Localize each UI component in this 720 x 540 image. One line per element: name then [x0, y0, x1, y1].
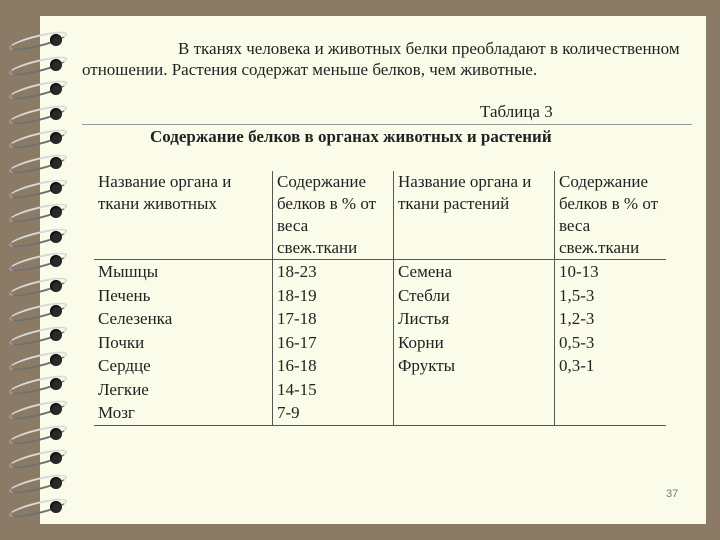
- binding-ring-icon: [0, 327, 70, 343]
- header-animal-protein: Содержание белков в % от веса свеж.ткани: [273, 171, 394, 260]
- binding-ring-icon: [0, 180, 70, 196]
- plant-protein: 0,5-3: [555, 331, 667, 355]
- table-row: [94, 401, 666, 425]
- table-row: [94, 284, 666, 308]
- animal-organ: Мозг: [94, 401, 273, 425]
- plant-protein: [555, 378, 667, 402]
- animal-protein: 7-9: [273, 401, 394, 425]
- binding-ring-icon: [0, 57, 70, 73]
- plant-organ: [394, 378, 555, 402]
- plant-protein: 10-13: [555, 260, 667, 284]
- table-row: [94, 378, 666, 402]
- animal-protein: 18-19: [273, 284, 394, 308]
- table-number: Таблица 3: [480, 102, 553, 121]
- plant-organ: Фрукты: [394, 354, 555, 378]
- plant-protein: [555, 401, 667, 425]
- binding-ring-icon: [0, 81, 70, 97]
- animal-protein: 16-17: [273, 331, 394, 355]
- table-title: Содержание белков в органах животных и растений: [150, 127, 552, 146]
- binding-ring-icon: [0, 499, 70, 515]
- plant-protein: 0,3-1: [555, 354, 667, 378]
- binding-ring-icon: [0, 352, 70, 368]
- animal-organ: Селезенка: [98, 309, 173, 328]
- binding-ring-icon: [0, 106, 70, 122]
- binding-ring-icon: [0, 204, 70, 220]
- binding-ring-icon: [0, 376, 70, 392]
- animal-organ: Мышцы: [98, 262, 159, 281]
- table-row: [94, 260, 666, 284]
- animal-organ: Почки: [98, 332, 145, 352]
- plant-organ: Листья: [394, 307, 555, 331]
- binding-ring-icon: [0, 475, 70, 491]
- plant-organ: Корни: [394, 331, 555, 355]
- plant-organ: [394, 401, 555, 425]
- animal-organ: Сердце: [98, 356, 151, 375]
- binding-ring-icon: [0, 130, 70, 146]
- animal-organ: Легкие: [98, 379, 149, 399]
- animal-protein: 18-23: [273, 260, 394, 284]
- binding-ring-icon: [0, 426, 70, 442]
- animal-protein: 16-18: [273, 354, 394, 378]
- table-header-row: [94, 171, 666, 260]
- binding-ring-icon: [0, 278, 70, 294]
- binding-ring-icon: [0, 303, 70, 319]
- plant-organ: Стебли: [394, 284, 555, 308]
- animal-protein: 17-18: [273, 307, 394, 331]
- binding-ring-icon: [0, 32, 70, 48]
- binding-ring-icon: [0, 229, 70, 245]
- header-plant-protein: Содержание белков в % от веса свеж.ткани: [555, 171, 667, 260]
- binding-ring-icon: [0, 253, 70, 269]
- plant-protein: 1,5-3: [555, 284, 667, 308]
- header-rule: [82, 124, 692, 125]
- protein-table: [94, 171, 666, 426]
- table-row: [94, 331, 666, 355]
- header-animal-organ: Название органа и ткани животных: [94, 171, 273, 260]
- intro-paragraph: В тканях человека и животных белки преобладают в количественном отношении. Растения содержат меньше белков, чем животные.: [82, 39, 680, 79]
- plant-organ: Семена: [394, 260, 555, 284]
- binding-ring-icon: [0, 401, 70, 417]
- table-row: [94, 354, 666, 378]
- binding-ring-icon: [0, 450, 70, 466]
- header-plant-organ: Название органа и ткани растений: [394, 171, 555, 260]
- table-row: [94, 307, 666, 331]
- binding-ring-icon: [0, 155, 70, 171]
- page-number: 37: [666, 488, 679, 500]
- animal-protein: 14-15: [273, 378, 394, 402]
- animal-organ: Печень: [98, 285, 151, 305]
- plant-protein: 1,2-3: [555, 307, 667, 331]
